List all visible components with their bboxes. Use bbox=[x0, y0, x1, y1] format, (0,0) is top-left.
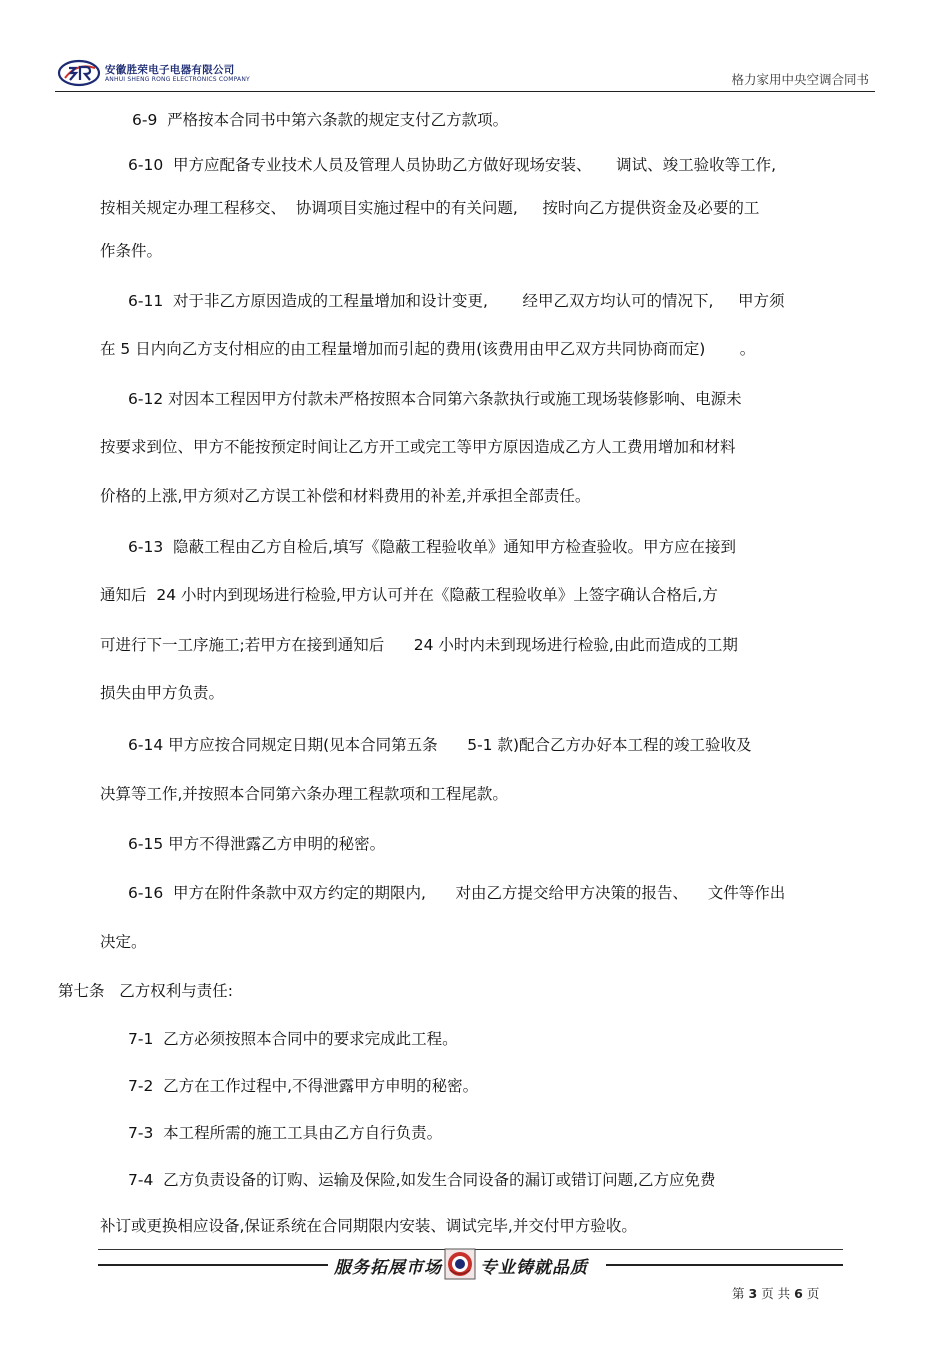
page-middle: 页 共 bbox=[761, 1286, 791, 1301]
text-line: 按相关规定办理工程移交、 协调项目实施过程中的有关问题, 按时向乙方提供资金及必要的工 bbox=[100, 199, 760, 217]
section-heading: 第七条 乙方权利与责任: bbox=[58, 982, 234, 1000]
text-line: 通知后 24 小时内到现场进行检验,甲方认可并在《隐蔽工程验收单》上签字确认合格后,方 bbox=[100, 586, 718, 604]
footer-line-right bbox=[606, 1264, 843, 1266]
text-line: 6-16 甲方在附件条款中双方约定的期限内, 对由乙方提交给甲方决策的报告、 文件等作出 bbox=[128, 884, 786, 902]
page-number bbox=[732, 1284, 819, 1302]
company-logo bbox=[57, 58, 250, 88]
company-name-en: ANHUI SHENG RONG ELECTRONICS COMPANY bbox=[105, 76, 250, 83]
page-total: 6 bbox=[794, 1286, 803, 1301]
text-line: 7-4 乙方负责设备的订购、运输及保险,如发生合同设备的漏订或错订问题,乙方应免费 bbox=[128, 1171, 716, 1189]
page-prefix: 第 bbox=[732, 1286, 745, 1301]
text-line: 按要求到位、甲方不能按预定时间让乙方开工或完工等甲方原因造成乙方人工费用增加和材料 bbox=[100, 438, 736, 456]
text-line: 6-11 对于非乙方原因造成的工程量增加和设计变更, 经甲乙双方均认可的情况下, 甲方须 bbox=[128, 292, 785, 310]
text-line: 6-10 甲方应配备专业技术人员及管理人员协助乙方做好现场安装、 调试、竣工验收等工作, bbox=[128, 156, 777, 174]
text-line: 6-9 严格按本合同书中第六条款的规定支付乙方款项。 bbox=[132, 111, 509, 129]
company-logo-mark bbox=[57, 58, 101, 88]
page-footer bbox=[98, 1247, 843, 1283]
text-line: 6-12 对因本工程因甲方付款未严格按照本合同第六条款执行或施工现场装修影响、电源未 bbox=[128, 390, 742, 408]
text-line: 补订或更换相应设备,保证系统在合同期限内安装、调试完毕,并交付甲方验收。 bbox=[100, 1217, 637, 1235]
text-line: 决算等工作,并按照本合同第六条办理工程款项和工程尾款。 bbox=[100, 785, 508, 803]
text-line: 决定。 bbox=[100, 933, 147, 951]
company-name-cn: 安徽胜荣电子电器有限公司 bbox=[105, 64, 235, 76]
header-divider bbox=[55, 91, 875, 92]
text-line: 在 5 日内向乙方支付相应的由工程量增加而引起的费用(该费用由甲乙双方共同协商而定) 。 bbox=[100, 340, 756, 358]
text-line: 6-15 甲方不得泄露乙方申明的秘密。 bbox=[128, 835, 386, 853]
page-current: 3 bbox=[748, 1286, 758, 1301]
footer-line-left bbox=[98, 1264, 328, 1266]
text-line: 损失由甲方负责。 bbox=[100, 684, 225, 702]
footer-slogan-left: 服务拓展市场 bbox=[334, 1258, 442, 1278]
footer-slogan-right: 专业铸就品质 bbox=[480, 1258, 588, 1278]
text-line: 价格的上涨,甲方须对乙方误工补偿和材料费用的补差,并承担全部责任。 bbox=[100, 487, 591, 505]
text-line: 可进行下一工序施工;若甲方在接到通知后 24 小时内未到现场进行检验,由此而造成的工期 bbox=[100, 636, 738, 654]
page-header bbox=[55, 52, 875, 94]
page-suffix: 页 bbox=[806, 1286, 820, 1301]
text-line: 作条件。 bbox=[100, 242, 163, 260]
text-line: 7-1 乙方必须按照本合同中的要求完成此工程。 bbox=[128, 1030, 458, 1048]
document-title: 格力家用中央空调合同书 bbox=[731, 72, 869, 87]
text-line: 6-13 隐蔽工程由乙方自检后,填写《隐蔽工程验收单》通知甲方检查验收。甲方应在接到 bbox=[128, 538, 736, 556]
text-line: 7-3 本工程所需的施工工具由乙方自行负责。 bbox=[128, 1124, 443, 1142]
emblem-icon bbox=[444, 1248, 476, 1280]
text-line: 6-14 甲方应按合同规定日期(见本合同第五条 5-1 款)配合乙方办好本工程的竣工验收及 bbox=[128, 736, 752, 754]
text-line: 7-2 乙方在工作过程中,不得泄露甲方申明的秘密。 bbox=[128, 1077, 479, 1095]
